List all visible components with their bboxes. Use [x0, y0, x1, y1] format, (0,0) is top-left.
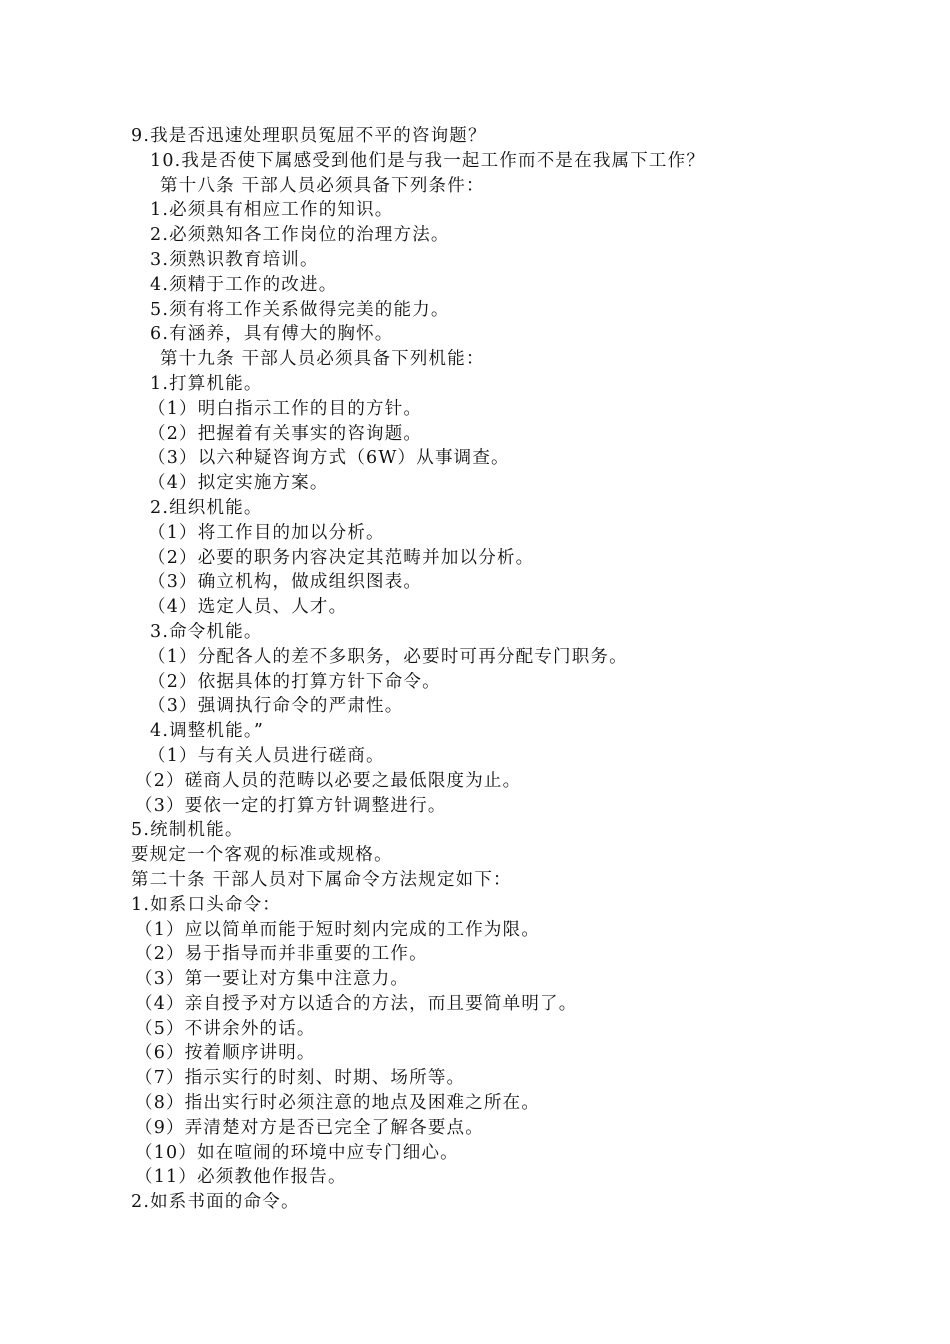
text-line: 3.命令机能。: [150, 621, 263, 642]
text-line: （3）第一要让对方集中注意力。: [135, 969, 410, 990]
text-line: 1.打算机能。: [150, 373, 263, 394]
document-body: [0, 124, 950, 1215]
text-line: 2.组织机能。: [150, 497, 263, 518]
text-line: 10.我是否使下属感受到他们是与我一起工作而不是在我属下工作？: [150, 150, 706, 171]
text-line: 3.须熟识教育培训。: [150, 249, 319, 270]
text-line: （1）明白指示工作的目的方针。: [148, 398, 423, 419]
text-line: （4）亲自授予对方以适合的方法，而且要简单明了。: [135, 993, 578, 1014]
text-line: （2）把握着有关事实的咨询题。: [148, 423, 423, 444]
section-heading: 第十八条 干部人员必须具备下列条件：: [160, 175, 485, 196]
text-line: 9.我是否迅速处理职员冤屈不平的咨询题？: [131, 126, 487, 146]
text-line: （5）不讲余外的话。: [135, 1018, 316, 1039]
text-line: （3）以六种疑咨询方式（6W）从事调查。: [148, 448, 510, 469]
text-line: 5.统制机能。: [131, 820, 244, 841]
text-line: 2.如系书面的命令。: [131, 1192, 300, 1213]
text-line: （8）指出实行时必须注意的地点及困难之所在。: [135, 1093, 541, 1114]
text-line: （10）如在喧闹的环境中应专门细心。: [135, 1142, 459, 1163]
text-line: （1）与有关人员进行磋商。: [148, 745, 385, 766]
text-line: 2.必须熟知各工作岗位的治理方法。: [150, 225, 450, 246]
text-line: （3）确立机构，做成组织图表。: [148, 572, 423, 593]
text-line: 6.有涵养，具有傅大的胸怀。: [150, 324, 394, 345]
text-line: 1.如系口头命令：: [131, 894, 281, 915]
section-heading: 第二十条 干部人员对下属命令方法规定如下：: [131, 869, 512, 890]
text-line: （2）磋商人员的范畴以必要之最低限度为止。: [135, 770, 522, 791]
text-line: （1）应以简单而能于短时刻内完成的工作为限。: [135, 919, 541, 940]
text-line: （3）要依一定的打算方针调整进行。: [135, 795, 447, 816]
text-line: 4.调整机能。”: [150, 721, 264, 742]
text-line: （4）拟定实施方案。: [148, 473, 329, 494]
text-line: （2）依据具体的打算方针下命令。: [148, 671, 441, 692]
text-line: 1.必须具有相应工作的知识。: [150, 200, 394, 221]
text-line: （1）分配各人的差不多职务，必要时可再分配专门职务。: [148, 646, 628, 667]
text-line: （3）强调执行命令的严肃性。: [148, 696, 404, 717]
text-line: （4）选定人员、人才。: [148, 597, 348, 618]
text-line: 要规定一个客观的标准或规格。: [131, 845, 393, 866]
section-heading: 第十九条 干部人员必须具备下列机能：: [160, 349, 485, 370]
text-line: （2）易于指导而并非重要的工作。: [135, 944, 428, 965]
text-line: （7）指示实行的时刻、时期、场所等。: [135, 1068, 466, 1089]
text-line: 4.须精于工作的改进。: [150, 274, 338, 295]
text-line: （11）必须教他作报告。: [135, 1167, 347, 1188]
text-line: （6）按着顺序讲明。: [135, 1043, 316, 1064]
text-line: （1）将工作目的加以分析。: [148, 522, 385, 543]
text-line: （9）弄清楚对方是否已完全了解各要点。: [135, 1117, 484, 1138]
text-line: （2）必要的职务内容决定其范畴并加以分析。: [148, 547, 535, 568]
text-line: 5.须有将工作关系做得完美的能力。: [150, 299, 450, 320]
